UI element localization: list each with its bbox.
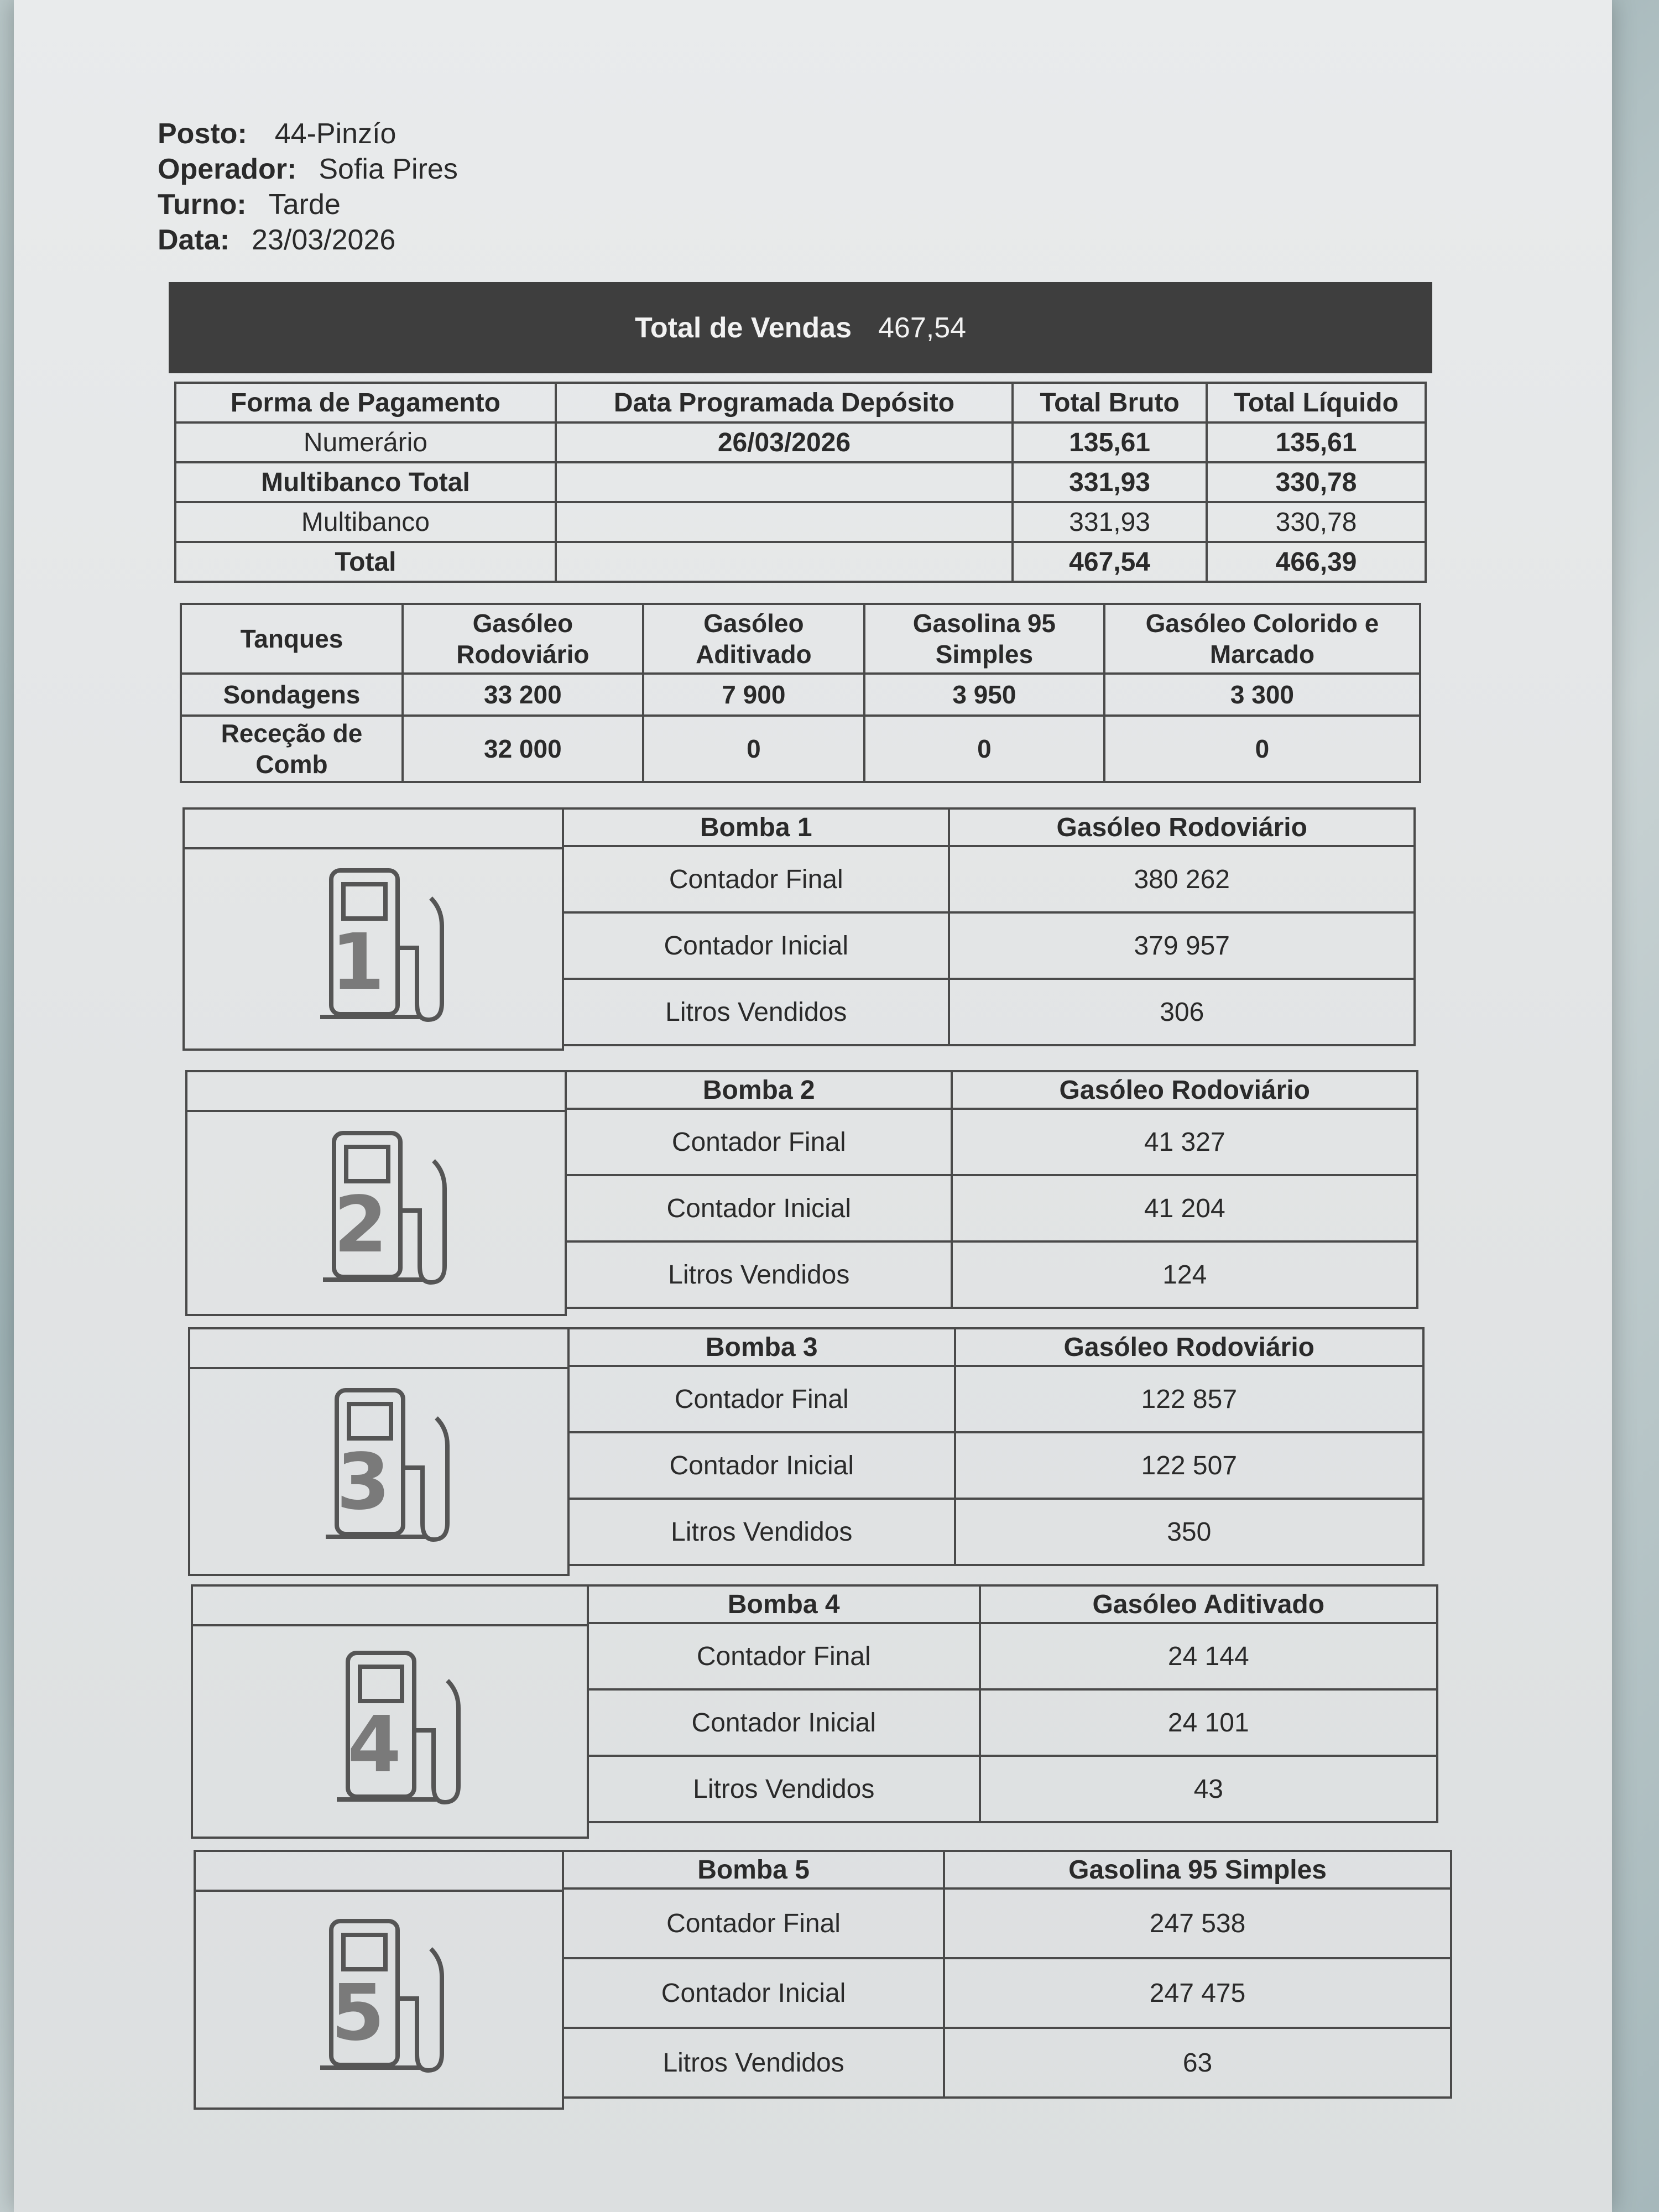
pump-number: 2 <box>333 1180 388 1270</box>
counter-initial: 24 101 <box>980 1689 1437 1756</box>
row-label: Contador Final <box>568 1366 955 1432</box>
table-cell: 0 <box>643 716 864 782</box>
table-row <box>175 462 1426 502</box>
table-cell: 0 <box>1104 716 1420 782</box>
row-label: Litros Vendidos <box>588 1756 980 1822</box>
cell-forma: Total <box>175 542 556 582</box>
row-label: Litros Vendidos <box>568 1499 955 1565</box>
table-row <box>175 542 1426 582</box>
table-row <box>175 422 1426 462</box>
row-label: Contador Inicial <box>588 1689 980 1756</box>
pump-fuel: Gasóleo Rodoviário <box>955 1328 1423 1366</box>
pump-number: 5 <box>331 1968 385 2058</box>
pump-number: 1 <box>331 917 385 1008</box>
col-header: Gasolina 95 Simples <box>864 604 1104 674</box>
cell-bruto: 331,93 <box>1013 502 1207 542</box>
cell-data: 26/03/2026 <box>556 422 1013 462</box>
data-label: Data: <box>158 224 230 256</box>
turno-value: Tarde <box>268 189 341 221</box>
liters-sold: 350 <box>955 1499 1423 1565</box>
liters-sold: 43 <box>980 1756 1437 1822</box>
shift-info <box>158 116 458 258</box>
col-header: Gasóleo Rodoviário <box>403 604 643 674</box>
fuel-pump-icon <box>323 1128 450 1291</box>
row-label: Contador Inicial <box>566 1175 952 1241</box>
pump-fuel: Gasóleo Rodoviário <box>952 1071 1417 1109</box>
row-label: Contador Final <box>563 1888 944 1958</box>
col-header: Gasóleo Aditivado <box>643 604 864 674</box>
col-header: Data Programada Depósito <box>556 383 1013 422</box>
pump-table <box>562 807 1416 1046</box>
fuel-pump-icon <box>337 1647 464 1811</box>
row-label: Contador Final <box>566 1109 952 1175</box>
row-label: Litros Vendidos <box>563 2028 944 2098</box>
turno-row <box>158 187 458 222</box>
pump-table <box>567 1327 1425 1566</box>
col-header: Total Líquido <box>1207 383 1426 422</box>
pump-name: Bomba 1 <box>563 808 949 846</box>
cell-bruto: 467,54 <box>1013 542 1207 582</box>
counter-initial: 247 475 <box>944 1958 1451 2028</box>
tanks-header-row <box>181 604 1420 674</box>
cell-liquido: 466,39 <box>1207 542 1426 582</box>
cell-forma: Multibanco Total <box>175 462 556 502</box>
pump-fuel: Gasóleo Rodoviário <box>949 808 1415 846</box>
row-label: Litros Vendidos <box>566 1241 952 1308</box>
cell-bruto: 331,93 <box>1013 462 1207 502</box>
operador-row <box>158 152 458 187</box>
table-cell: 3 300 <box>1104 674 1420 716</box>
pump-icon-cell <box>194 1850 564 2110</box>
turno-label: Turno: <box>158 189 247 221</box>
pump-icon-cell <box>185 1070 567 1316</box>
cell-liquido: 330,78 <box>1207 502 1426 542</box>
payments-header-row <box>175 383 1426 422</box>
total-sales-value: 467,54 <box>878 311 967 344</box>
counter-final: 24 144 <box>980 1623 1437 1689</box>
pump-fuel: Gasolina 95 Simples <box>944 1851 1451 1888</box>
row-label: Sondagens <box>181 674 403 716</box>
row-label: Receção de Comb <box>181 716 403 782</box>
cell-data <box>556 542 1013 582</box>
row-label: Contador Inicial <box>563 1958 944 2028</box>
liters-sold: 63 <box>944 2028 1451 2098</box>
table-cell: 7 900 <box>643 674 864 716</box>
cell-bruto: 135,61 <box>1013 422 1207 462</box>
cell-liquido: 330,78 <box>1207 462 1426 502</box>
paper-sheet <box>14 0 1612 2212</box>
fuel-pump-icon <box>326 1385 453 1548</box>
report-content <box>14 0 1612 2212</box>
table-cell: 32 000 <box>403 716 643 782</box>
pump-icon-cell <box>188 1327 570 1576</box>
liters-sold: 306 <box>949 979 1415 1045</box>
col-header: Gasóleo Colorido e Marcado <box>1104 604 1420 674</box>
row-label: Contador Inicial <box>568 1432 955 1499</box>
operador-value: Sofia Pires <box>319 153 458 185</box>
total-sales-bar <box>169 282 1432 373</box>
col-header: Tanques <box>181 604 403 674</box>
total-sales-label: Total de Vendas <box>634 311 852 344</box>
posto-value: 44-Pinzío <box>274 118 397 150</box>
row-label: Contador Final <box>588 1623 980 1689</box>
table-row <box>181 716 1420 782</box>
pump-name: Bomba 2 <box>566 1071 952 1109</box>
pump-name: Bomba 4 <box>588 1585 980 1623</box>
table-row <box>181 674 1420 716</box>
posto-row <box>158 116 458 152</box>
table-row <box>175 502 1426 542</box>
fuel-pump-icon <box>320 865 447 1028</box>
tanks-table <box>180 603 1421 783</box>
row-label: Contador Inicial <box>563 912 949 979</box>
pump-icon-cell <box>191 1584 589 1839</box>
row-label: Contador Final <box>563 846 949 912</box>
row-label: Litros Vendidos <box>563 979 949 1045</box>
cell-liquido: 135,61 <box>1207 422 1426 462</box>
table-cell: 33 200 <box>403 674 643 716</box>
counter-final: 380 262 <box>949 846 1415 912</box>
counter-initial: 122 507 <box>955 1432 1423 1499</box>
pump-number: 4 <box>347 1700 401 1790</box>
payments-table <box>174 382 1427 583</box>
pump-name: Bomba 5 <box>563 1851 944 1888</box>
posto-label: Posto: <box>158 118 247 150</box>
liters-sold: 124 <box>952 1241 1417 1308</box>
table-cell: 0 <box>864 716 1104 782</box>
counter-final: 41 327 <box>952 1109 1417 1175</box>
pump-table <box>562 1850 1452 2099</box>
cell-data <box>556 462 1013 502</box>
col-header: Forma de Pagamento <box>175 383 556 422</box>
counter-final: 247 538 <box>944 1888 1451 1958</box>
operador-label: Operador: <box>158 153 297 185</box>
table-cell: 3 950 <box>864 674 1104 716</box>
data-row <box>158 222 458 258</box>
pump-table <box>565 1070 1418 1309</box>
pump-name: Bomba 3 <box>568 1328 955 1366</box>
pump-icon-cell <box>182 807 564 1051</box>
pump-number: 3 <box>336 1437 390 1527</box>
pump-table <box>587 1584 1438 1823</box>
fuel-pump-icon <box>320 1916 447 2079</box>
counter-final: 122 857 <box>955 1366 1423 1432</box>
pump-fuel: Gasóleo Aditivado <box>980 1585 1437 1623</box>
col-header: Total Bruto <box>1013 383 1207 422</box>
cell-data <box>556 502 1013 542</box>
cell-forma: Multibanco <box>175 502 556 542</box>
counter-initial: 379 957 <box>949 912 1415 979</box>
data-value: 23/03/2026 <box>252 224 396 256</box>
cell-forma: Numerário <box>175 422 556 462</box>
counter-initial: 41 204 <box>952 1175 1417 1241</box>
